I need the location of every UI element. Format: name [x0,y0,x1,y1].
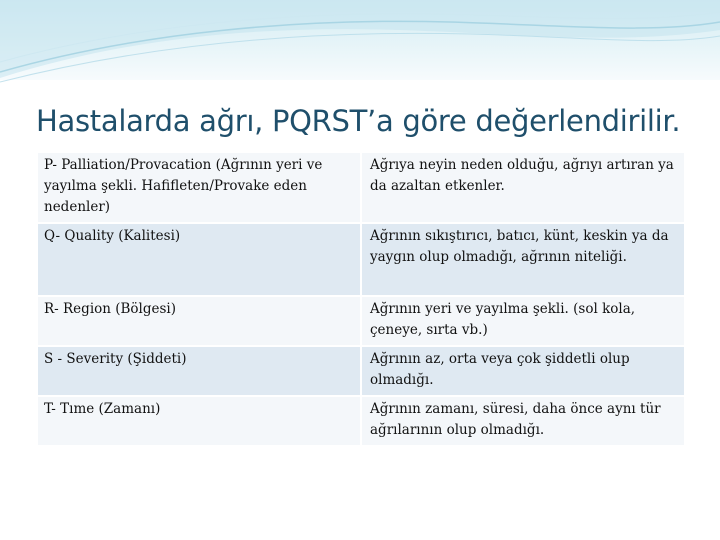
pqrst-table [36,151,684,447]
table-row-s [37,346,685,396]
decorative-wave [0,0,720,90]
table-cell-description: Ağrının zamanı, süresi, daha önce aynı tür ağrılarının olup olmadığı. [361,396,685,446]
slide-title: Hastalarda ağrı, PQRST’a göre değerlendirilir. [36,104,681,138]
table-cell-description: Ağrının az, orta veya çok şiddetli olup olmadığı. [361,346,685,396]
table-row-p [37,152,685,223]
table-cell-description: Ağrıya neyin neden olduğu, ağrıyı artıran ya da azaltan etkenler. [361,152,685,223]
table-cell-description: Ağrının sıkıştırıcı, batıcı, künt, keskin ya da yaygın olup olmadığı, ağrının niteliği. [361,223,685,296]
table-row-t [37,396,685,446]
table-row-q [37,223,685,296]
table-cell-description: Ağrının yeri ve yayılma şekli. (sol kola, çeneye, sırta vb.) [361,296,685,346]
table-cell-term: R- Region (Bölgesi) [37,296,361,346]
table-cell-term: T- Tıme (Zamanı) [37,396,361,446]
table-cell-term: Q- Quality (Kalitesi) [37,223,361,296]
table-cell-term: S - Severity (Şiddeti) [37,346,361,396]
table-row-r [37,296,685,346]
table-cell-term: P- Palliation/Provacation (Ağrının yeri ve yayılma şekli. Hafifleten/Provake eden nedenler) [37,152,361,223]
